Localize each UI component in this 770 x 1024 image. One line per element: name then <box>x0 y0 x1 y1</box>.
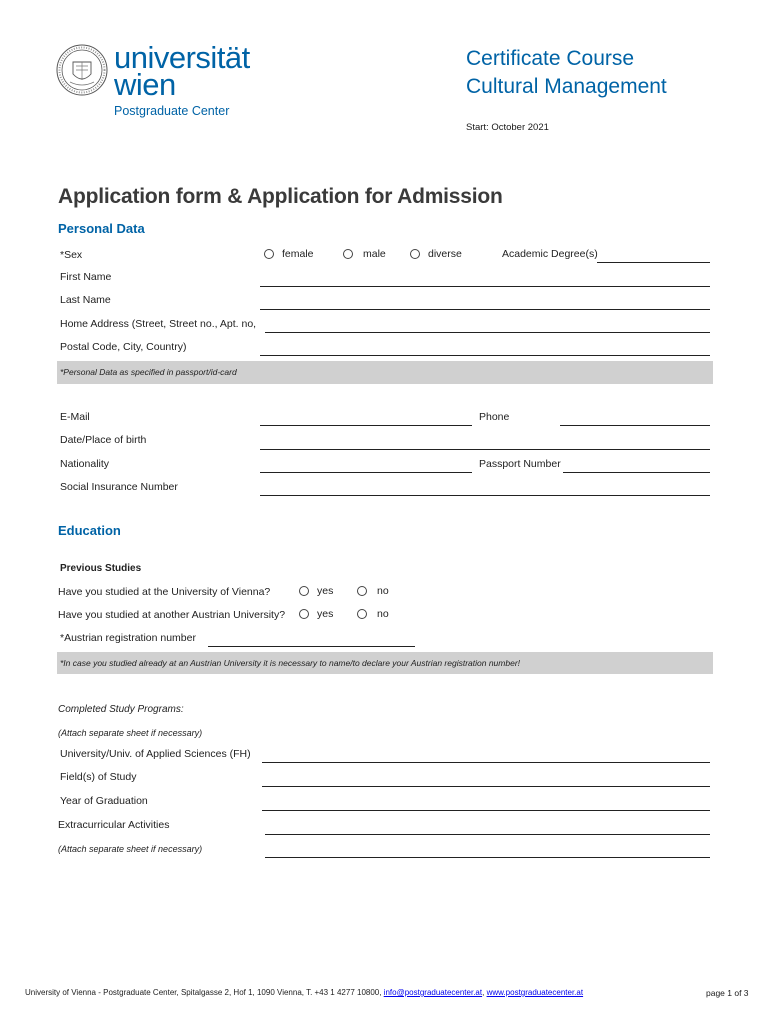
extracurricular-field-2[interactable] <box>265 857 710 858</box>
footer-address-text: University of Vienna - Postgraduate Center, Spitalgasse 2, Hof 1, 1090 Vienna, T. +43 1 4277 10800, <box>25 988 384 997</box>
first-name-field[interactable] <box>260 286 710 287</box>
footer-separator: , <box>482 988 487 997</box>
footer-web-link[interactable]: www.postgraduatecenter.at <box>486 988 584 997</box>
personal-data-note: *Personal Data as specified in passport/id-card <box>60 367 237 377</box>
nationality-field[interactable] <box>260 472 472 473</box>
austrian-yes-label: yes <box>317 608 334 620</box>
postal-label: Postal Code, City, Country) <box>60 341 187 353</box>
education-heading: Education <box>58 523 121 538</box>
email-label: E-Mail <box>60 411 90 423</box>
attach-sheet-note-2: (Attach separate sheet if necessary) <box>58 844 203 854</box>
sex-female-radio[interactable] <box>264 249 274 259</box>
last-name-label: Last Name <box>60 294 111 306</box>
home-address-label: Home Address (Street, Street no., Apt. no, <box>60 318 257 330</box>
extracurricular-field[interactable] <box>265 834 710 835</box>
personal-data-heading: Personal Data <box>58 221 145 236</box>
university-label: University/Univ. of Applied Sciences (FH) <box>60 748 251 760</box>
registration-number-label: *Austrian registration number <box>60 632 196 644</box>
postal-field[interactable] <box>260 355 710 356</box>
sex-label: *Sex <box>60 249 83 261</box>
graduation-year-label: Year of Graduation <box>60 795 148 807</box>
start-date: Start: October 2021 <box>466 122 549 133</box>
university-seal-logo <box>56 44 108 96</box>
austrian-no-radio[interactable] <box>357 609 367 619</box>
phone-label: Phone <box>479 411 510 423</box>
sex-diverse-radio[interactable] <box>410 249 420 259</box>
logo-line-1: universität <box>114 40 250 75</box>
extracurricular-label: Extracurricular Activities <box>58 819 170 831</box>
logo-wordmark <box>114 40 250 102</box>
vienna-no-label: no <box>377 585 389 597</box>
personal-data-note-bar <box>57 361 713 384</box>
footer-email-link[interactable]: info@postgraduatecenter.at <box>383 988 483 997</box>
completed-programs-heading: Completed Study Programs: <box>58 704 184 715</box>
fields-of-study-field[interactable] <box>262 786 710 787</box>
home-address-field[interactable] <box>265 332 710 333</box>
passport-label: Passport Number <box>479 458 561 470</box>
social-insurance-label: Social Insurance Number <box>60 481 178 493</box>
education-note: *In case you studied already at an Austrian University it is necessary to name/to declare your Austrian registration number! <box>60 658 521 668</box>
vienna-yes-label: yes <box>317 585 334 597</box>
academic-degree-field[interactable] <box>597 262 710 263</box>
sex-male-label: male <box>363 248 386 260</box>
passport-field[interactable] <box>563 472 710 473</box>
phone-field[interactable] <box>560 425 710 426</box>
course-title-line-1: Certificate Course <box>466 47 635 70</box>
fields-of-study-label: Field(s) of Study <box>60 771 137 783</box>
nationality-label: Nationality <box>60 458 110 470</box>
social-insurance-field[interactable] <box>260 495 710 496</box>
course-title <box>466 45 667 101</box>
austrian-yes-radio[interactable] <box>299 609 309 619</box>
postgraduate-center-label: Postgraduate Center <box>114 104 230 118</box>
question-vienna-label: Have you studied at the University of Vienna? <box>58 586 271 598</box>
sex-female-label: female <box>282 248 314 260</box>
registration-number-field[interactable] <box>208 646 415 647</box>
form-title: Application form & Application for Admission <box>58 185 503 208</box>
education-note-bar <box>57 652 713 674</box>
vienna-yes-radio[interactable] <box>299 586 309 596</box>
course-title-line-2: Cultural Management <box>466 75 667 98</box>
university-field[interactable] <box>262 762 710 763</box>
previous-studies-heading: Previous Studies <box>60 563 142 574</box>
dob-field[interactable] <box>260 449 710 450</box>
dob-label: Date/Place of birth <box>60 434 147 446</box>
vienna-no-radio[interactable] <box>357 586 367 596</box>
first-name-label: First Name <box>60 271 112 283</box>
austrian-no-label: no <box>377 608 389 620</box>
graduation-year-field[interactable] <box>262 810 710 811</box>
footer-address <box>25 988 583 997</box>
sex-male-radio[interactable] <box>343 249 353 259</box>
page-number: page 1 of 3 <box>706 988 749 998</box>
sex-diverse-label: diverse <box>428 248 462 260</box>
academic-degree-label: Academic Degree(s) <box>502 248 598 260</box>
question-austrian-label: Have you studied at another Austrian University? <box>58 609 286 621</box>
attach-sheet-note-1: (Attach separate sheet if necessary) <box>58 728 203 738</box>
logo-line-2: wien <box>114 67 176 102</box>
email-field[interactable] <box>260 425 472 426</box>
last-name-field[interactable] <box>260 309 710 310</box>
